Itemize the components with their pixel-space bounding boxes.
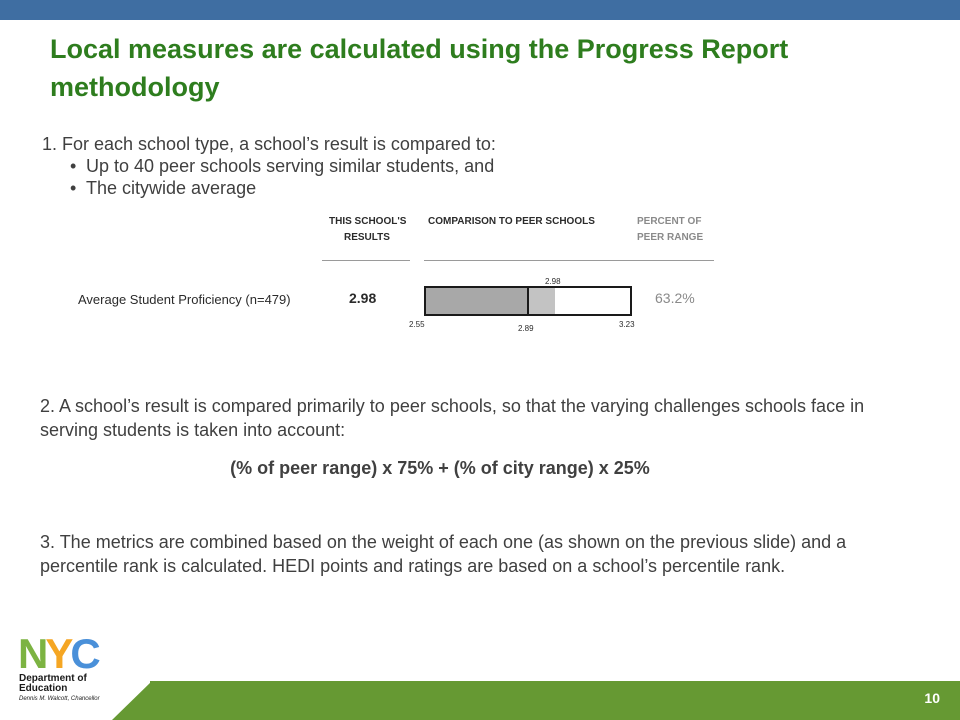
header-comparison: COMPARISON TO PEER SCHOOLS: [428, 216, 595, 227]
logo-line-education: Education: [19, 683, 68, 694]
logo-letter: N: [18, 632, 46, 672]
header-percent-range: [637, 214, 703, 246]
logo-line-department: Department of: [19, 673, 87, 684]
header-school-line1: THIS SCHOOL'S: [329, 216, 407, 227]
logo-text-block: [19, 674, 100, 704]
point-3-text: 3. The metrics are combined based on the weight of each one (as shown on the previous slide) and a percentile rank is calculated. HEDI points and ratings are based on a school’s percentile rank.: [40, 532, 847, 576]
percent-of-peer-range-value: 63.2%: [655, 290, 695, 306]
header-divider-comparison: [424, 260, 714, 261]
peer-range-fill-to-school: [528, 288, 555, 314]
bullet-citywide-average: • The citywide average: [86, 177, 494, 199]
bullet-peer-schools: • Up to 40 peer schools serving similar students, and: [86, 155, 494, 177]
bar-marker-label: 2.89: [518, 324, 534, 333]
weighting-formula: [0, 458, 880, 479]
nyc-logo-mark: [18, 632, 114, 672]
point-2-text: 2. A school’s result is compared primarily to peer schools, so that the varying challenges schools face in serving students is taken into account:: [40, 396, 865, 440]
bar-max-label: 3.23: [619, 320, 635, 329]
top-accent-bar: [0, 0, 960, 20]
peer-range-fill-to-marker: [426, 288, 528, 314]
formula-text: (% of peer range) x 75% + (% of city range) x 25%: [230, 458, 650, 478]
slide-title: Local measures are calculated using the Progress Report methodology: [50, 34, 789, 102]
footer-bar: [150, 681, 960, 720]
header-school-line2: RESULTS: [344, 232, 390, 243]
footer-slant: [112, 681, 152, 720]
page-number: 10: [924, 690, 940, 706]
header-percent-line1: PERCENT OF: [637, 216, 702, 227]
logo-letter: C: [70, 632, 98, 672]
logo-line-chancellor: Dennis M. Walcott, Chancellor: [19, 696, 100, 702]
header-school-results: [329, 214, 406, 246]
header-percent-line2: PEER RANGE: [637, 232, 704, 243]
school-result-value: 2.98: [349, 290, 377, 306]
nyc-doe-logo: [18, 632, 114, 677]
logo-letter: Y: [45, 632, 71, 672]
point-1-text: 1. For each school type, a school’s result is compared to:: [42, 134, 496, 154]
comparison-bullet-list: [86, 155, 494, 199]
header-divider-school: [322, 260, 410, 261]
svg-text:NYC: [18, 632, 100, 672]
peer-marker-line: [527, 286, 529, 316]
bar-min-label: 2.55: [409, 320, 425, 329]
row-label: Average Student Proficiency (n=479): [78, 292, 291, 307]
peer-range-bar: [424, 286, 632, 316]
bar-school-value-label: 2.98: [545, 277, 561, 286]
